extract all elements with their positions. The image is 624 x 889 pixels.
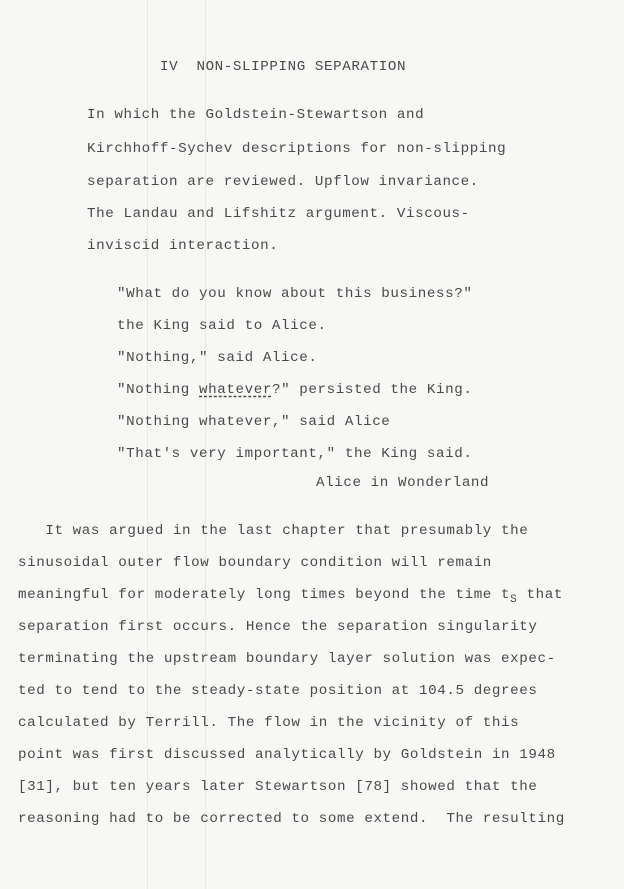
body-line: [31], but ten years later Stewartson [78] showed that the — [18, 779, 538, 795]
abstract-line: The Landau and Lifshitz argument. Viscous- — [87, 206, 470, 222]
abstract-line: separation are reviewed. Upflow invariance. — [87, 174, 479, 190]
chapter-heading: IV NON-SLIPPING SEPARATION — [160, 59, 407, 75]
body-text: that — [517, 587, 563, 603]
body-line: point was first discussed analytically by Goldstein in 1948 — [18, 747, 556, 763]
body-line: It was argued in the last chapter that presumably the — [18, 523, 529, 539]
body-line: terminating the upstream boundary layer solution was expec- — [18, 651, 556, 667]
epigraph-line: "Nothing," said Alice. — [117, 350, 318, 366]
epigraph-text: ?" persisted the King. — [271, 382, 473, 398]
epigraph-line: the King said to Alice. — [117, 318, 327, 334]
underlined-word: whatever — [199, 382, 272, 398]
epigraph-text: "Nothing — [117, 382, 200, 398]
epigraph-line: "What do you know about this business?" — [117, 286, 473, 302]
epigraph-attribution: Alice in Wonderland — [316, 475, 490, 491]
body-line: separation first occurs. Hence the separation singularity — [18, 619, 538, 635]
body-line: reasoning had to be corrected to some extend. The resulting — [18, 811, 565, 827]
abstract-line: Kirchhoff-Sychev descriptions for non-slipping — [87, 141, 507, 157]
epigraph-line — [117, 381, 472, 399]
abstract-line: In which the Goldstein-Stewartson and — [87, 107, 425, 123]
abstract-line: inviscid interaction. — [87, 238, 279, 254]
body-line: calculated by Terrill. The flow in the vicinity of this — [18, 715, 520, 731]
epigraph-line: "That's very important," the King said. — [117, 446, 473, 462]
body-line: ted to tend to the steady-state position at 104.5 degrees — [18, 683, 538, 699]
body-line — [18, 586, 563, 604]
body-text: meaningful for moderately long times beyond the time t — [18, 587, 511, 603]
body-line: sinusoidal outer flow boundary condition will remain — [18, 555, 492, 571]
epigraph-line: "Nothing whatever," said Alice — [117, 414, 391, 430]
subscript: S — [510, 594, 518, 606]
